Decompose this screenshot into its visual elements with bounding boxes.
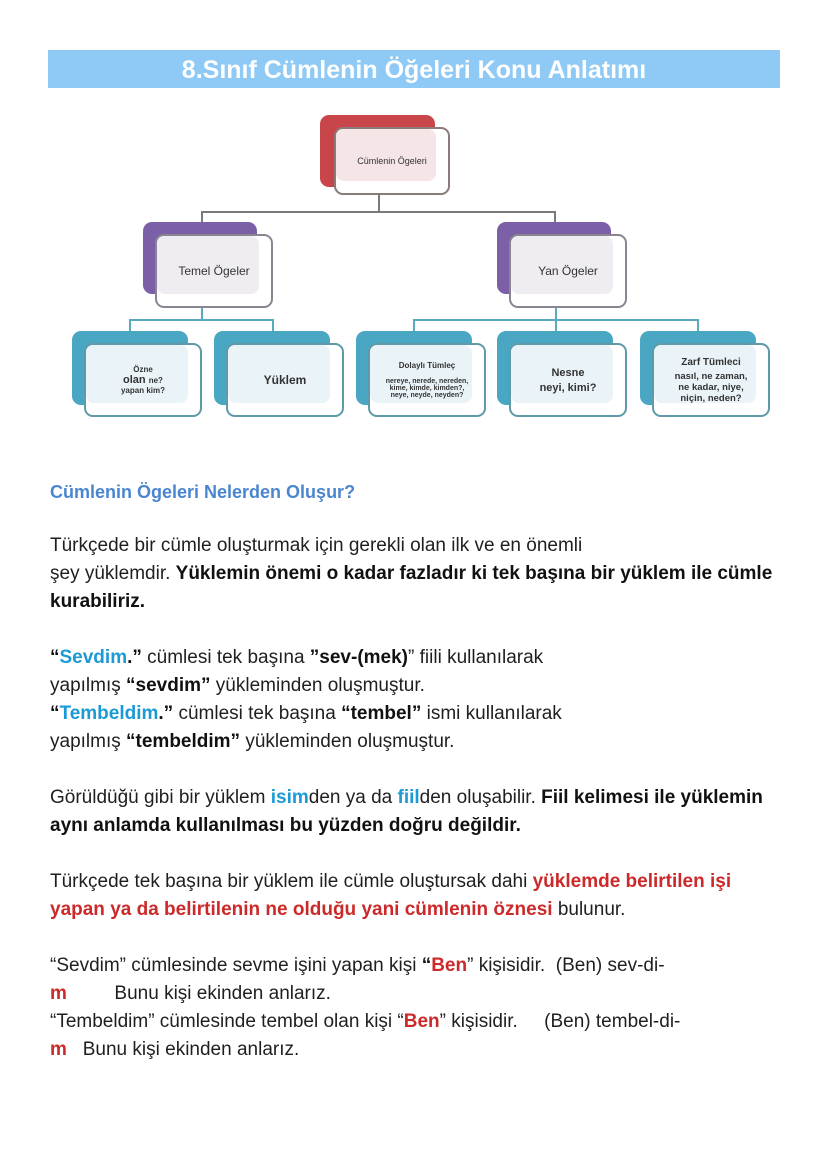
text: bulunur. (552, 899, 626, 920)
node-yan-ogeler (497, 222, 627, 308)
text: yükleminden oluşmuştur. (240, 731, 455, 752)
page-title: 8.Sınıf Cümlenin Öğeleri Konu Anlatımı (48, 50, 780, 88)
highlight-isim: isim (270, 787, 309, 808)
red-suffix-m: m (50, 1039, 67, 1060)
article-body (50, 478, 790, 1092)
text: den ya da (308, 787, 398, 808)
quote: .” (127, 647, 142, 668)
quote: “ (50, 647, 60, 668)
text: Görüldüğü gibi bir yüklem (50, 787, 271, 808)
highlight-fiil: fiil (397, 787, 420, 808)
node-nesne (497, 331, 627, 417)
text: Türkçede bir cümle oluşturmak için gerekli olan ilk ve en önemli (50, 535, 583, 556)
node-root (320, 115, 450, 195)
paragraph-3 (50, 784, 790, 840)
connector (413, 319, 699, 321)
nesne-title: Nesne (551, 366, 585, 379)
node-root-label: Cümlenin Ögeleri (357, 156, 427, 166)
bold-text: Fiil kelimesi ile yüklemin aynı anlamda kullanılması bu yüzden doğru değildir. (50, 787, 763, 836)
bold-text: “sevdim” (126, 675, 211, 696)
text: Türkçede tek başına bir yüklem ile cümle oluştursak dahi (50, 871, 533, 892)
text: den oluşabilir. (419, 787, 542, 808)
yuklem-title: Yüklem (263, 373, 307, 387)
node-dolayli-tumlec (356, 331, 486, 417)
connector (129, 319, 131, 331)
connector (272, 319, 274, 331)
highlight-tembeldim: Tembeldim (59, 703, 159, 724)
text: yapılmış (50, 731, 127, 752)
node-ozne (72, 331, 202, 417)
nesne-line1: neyi, kimi? (539, 381, 597, 394)
ozne-line1-suffix: ne? (148, 376, 163, 385)
connector (697, 319, 699, 331)
zarf-title: Zarf Tümleci (681, 356, 741, 368)
paragraph-2 (50, 644, 790, 756)
connector (129, 319, 274, 321)
zarf-line2: ne kadar, niye, (678, 381, 744, 393)
ozne-title: Özne (133, 365, 153, 374)
red-highlight: yüklemde belirtilen işi yapan ya da belirtilenin ne olduğu yani cümlenin öznesi (50, 871, 732, 920)
text: ismi kullanılarak (421, 703, 562, 724)
quote: .” (158, 703, 174, 724)
text: ” kişisidir. (Ben) tembel-di- (439, 1011, 681, 1032)
dolayli-line2: kime, kimde, kimden?, (389, 385, 465, 392)
connector (201, 211, 556, 213)
bold-text: “tembel” (341, 703, 422, 724)
red-highlight-ben: Ben (431, 955, 468, 976)
text: ” fiili kullanılarak (408, 647, 544, 668)
paragraph-5 (50, 952, 790, 1064)
text: Bunu kişi ekinden anlarız. (114, 983, 331, 1004)
quote: “ (50, 703, 60, 724)
red-suffix-m: m (50, 983, 67, 1004)
node-yan-label: Yan Ögeler (538, 264, 598, 278)
dolayli-line1: nereye, nerede, nereden, (385, 378, 469, 385)
zarf-line3: niçin, neden? (680, 392, 742, 404)
paragraph-1 (50, 532, 790, 616)
red-highlight-ben: Ben (403, 1011, 440, 1032)
text: cümlesi tek başına (173, 703, 342, 724)
node-temel-label: Temel Ögeler (178, 264, 250, 278)
text: ” kişisidir. (Ben) sev-di- (467, 955, 665, 976)
highlight-sevdim: Sevdim (59, 647, 128, 668)
text: Bunu kişi ekinden anlarız. (82, 1039, 300, 1060)
node-yuklem (214, 331, 344, 417)
dolayli-title: Dolaylı Tümleç (398, 361, 456, 370)
sentence-elements-diagram (0, 0, 828, 440)
dolayli-line3: neye, neyde, neyden? (390, 392, 464, 399)
ozne-line2: yapan kim? (120, 386, 165, 395)
node-zarf-tumleci (640, 331, 770, 417)
bold-text: ”sev-(mek) (309, 647, 409, 668)
text: “Tembeldim” cümlesinde tembel olan kişi “ (50, 1011, 404, 1032)
connector (413, 319, 415, 331)
quote: “ (421, 955, 432, 976)
ozne-line1: olan (123, 374, 146, 386)
text: cümlesi tek başına (141, 647, 310, 668)
text: yapılmış (50, 675, 127, 696)
bold-text: “tembeldim” (126, 731, 241, 752)
text: “Sevdim” cümlesinde sevme işini yapan kişi (50, 955, 422, 976)
section-heading: Cümlenin Ögeleri Nelerden Oluşur? (50, 482, 356, 502)
zarf-line1: nasıl, ne zaman, (674, 370, 748, 382)
paragraph-4 (50, 868, 790, 924)
text: yükleminden oluşmuştur. (210, 675, 425, 696)
node-temel-ogeler (143, 222, 273, 308)
bold-text: Yüklemin önemi o kadar fazladır ki tek başına bir yüklem ile cümle kurabiliriz. (50, 563, 773, 612)
text: şey yüklemdir. (50, 563, 176, 584)
